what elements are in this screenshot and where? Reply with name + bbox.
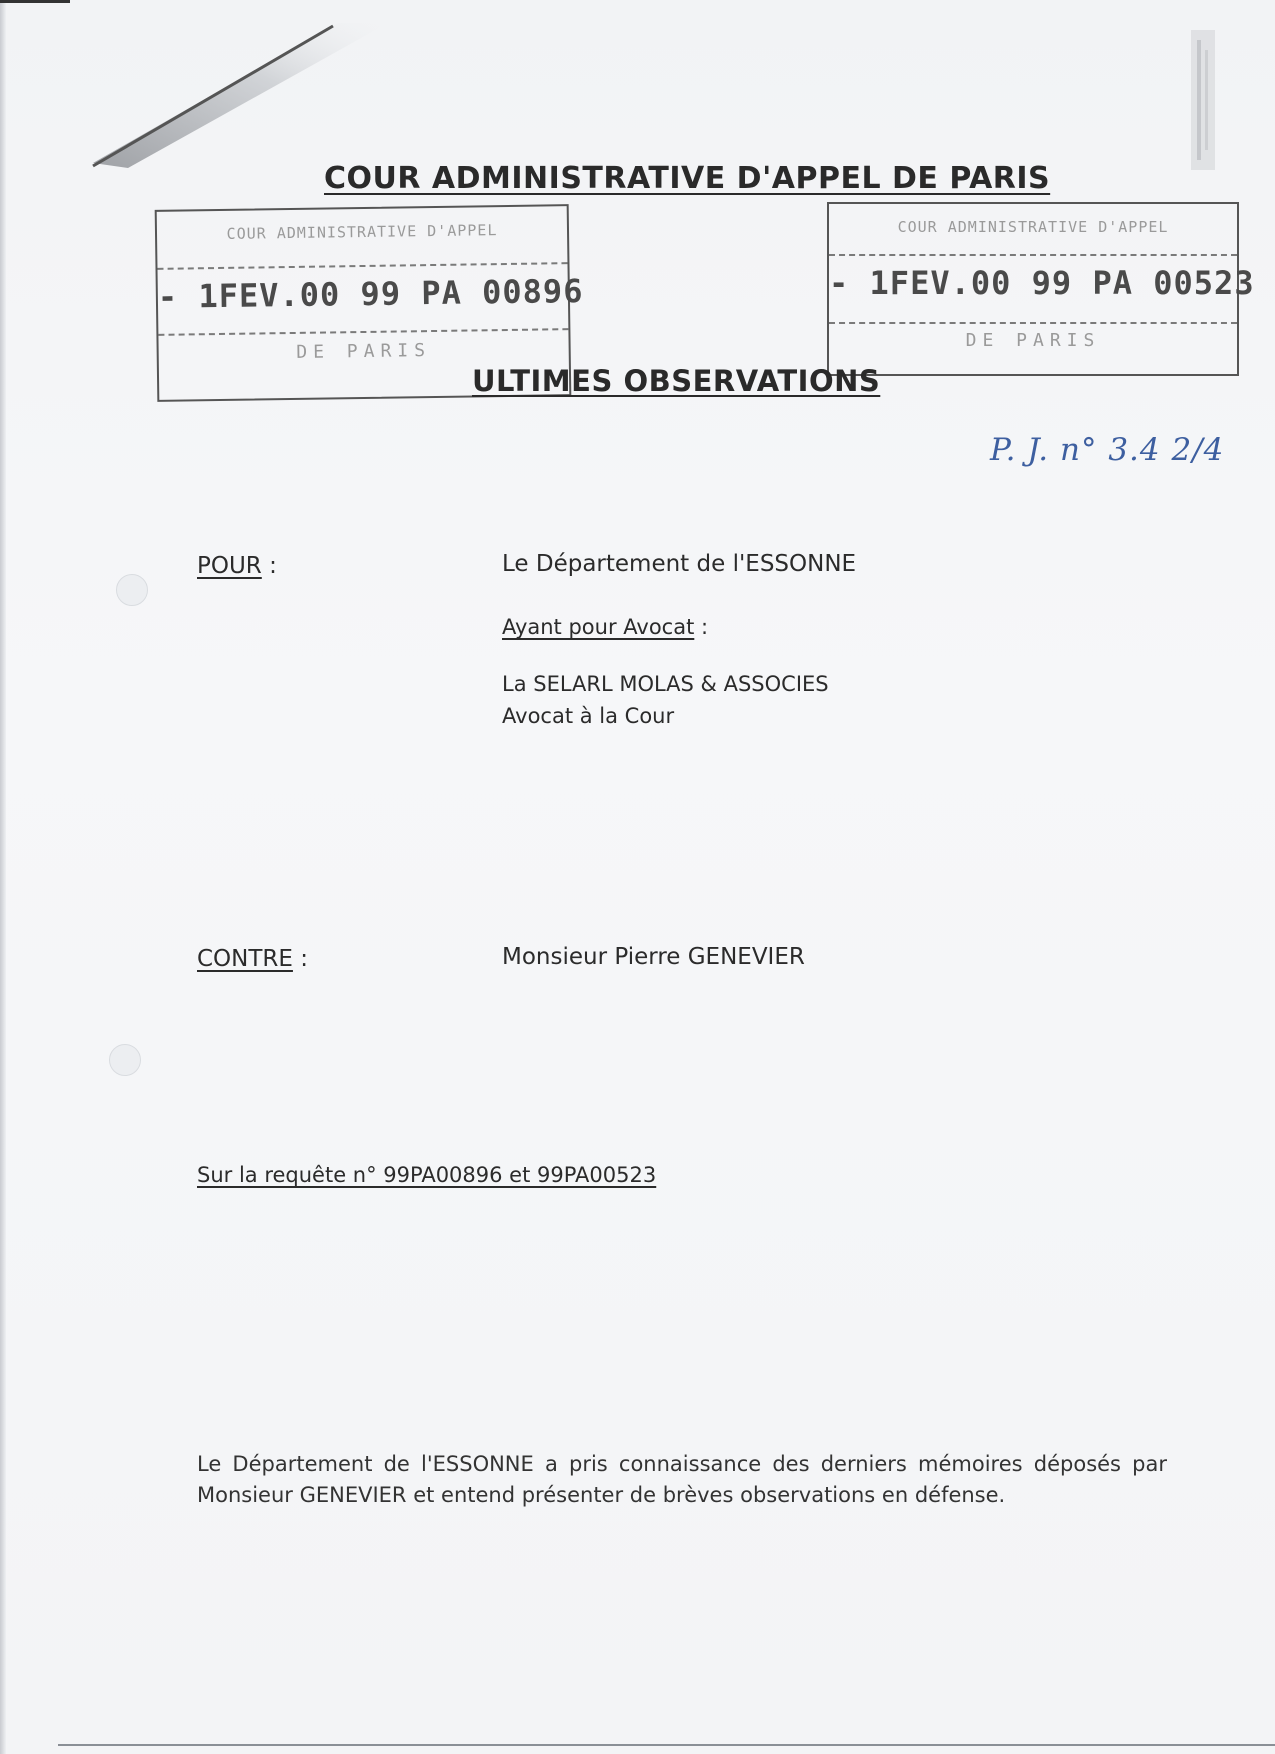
- received-stamp-right: [827, 202, 1255, 376]
- folded-corner-shadow: [88, 18, 388, 168]
- pour-label-colon: :: [261, 553, 277, 579]
- punch-hole-top: [116, 574, 148, 606]
- contre-party: Monsieur Pierre GENEVIER: [502, 944, 805, 970]
- pour-party: [502, 551, 856, 577]
- lawyer-label: [502, 615, 708, 639]
- contre-label-colon: :: [292, 946, 308, 972]
- punch-hole-bottom: [109, 1044, 141, 1076]
- body-paragraph: Le Département de l'ESSONNE a pris connaissance des derniers mémoires déposés par Monsieur GENEVIER et entend présenter de brèves observations en défense.: [197, 1452, 1167, 1507]
- stamp-left-footer: DE PARIS: [296, 340, 432, 363]
- stamp-left-header: COUR ADMINISTRATIVE D'APPEL: [226, 221, 498, 243]
- scan-top-edge: [0, 0, 70, 3]
- pour-label: [197, 553, 277, 579]
- lawyer-label-text: Ayant pour Avocat: [502, 615, 695, 639]
- stamp-left-date-number: - 1FEV.00 99 PA 00896: [157, 271, 584, 316]
- lawyer-title: Avocat à la Cour: [502, 704, 675, 728]
- pour-party-text: Le Département de l'ESSONNE: [502, 551, 857, 577]
- stamp-right-footer: DE PARIS: [965, 330, 1101, 351]
- scan-bottom-edge: [58, 1744, 1275, 1746]
- pour-label-text: POUR: [197, 553, 262, 579]
- court-title: COUR ADMINISTRATIVE D'APPEL DE PARIS: [324, 161, 1051, 196]
- document-title: ULTIMES OBSERVATIONS: [472, 364, 881, 398]
- lawyer-label-colon: :: [694, 615, 709, 639]
- stamp-right-header: COUR ADMINISTRATIVE D'APPEL: [897, 218, 1169, 236]
- request-reference: Sur la requête n° 99PA00896 et 99PA00523: [197, 1163, 657, 1187]
- handwritten-annotation: P. J. n° 3.4 2/4: [990, 432, 1225, 468]
- scan-left-edge: [0, 0, 6, 1754]
- scan-noise-mark: [1183, 30, 1223, 180]
- contre-label-text: CONTRE: [197, 946, 293, 972]
- contre-label: [197, 946, 308, 972]
- lawyer-name: La SELARL MOLAS & ASSOCIES: [502, 672, 829, 696]
- stamp-right-date-number: - 1FEV.00 99 PA 00523: [829, 264, 1255, 302]
